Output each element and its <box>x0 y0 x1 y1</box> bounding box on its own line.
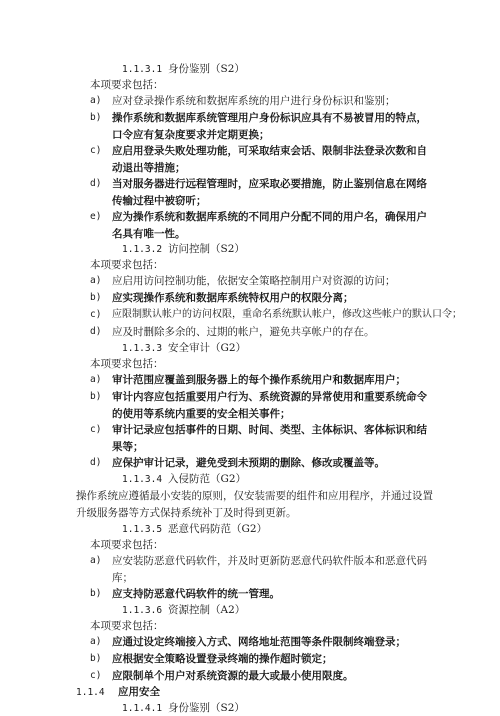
section-heading-1-1-3-2: 1.1.3.2 访问控制（S2） <box>122 243 245 255</box>
list-item: c) 应限制单个用户对系统资源的最大或最小使用限度。 <box>90 670 354 682</box>
list-item: c) 应启用登录失败处理功能，可采取结束会话、限制非法登录次数和自动退出等措施； <box>90 145 427 174</box>
list-item: b) 操作系统和数据库系统管理用户身份标识应具有不易被冒用的特点，口令应有复杂度要求并定期更换； <box>90 112 427 141</box>
section-heading-1-1-3-6: 1.1.3.6 资源控制（A2） <box>122 604 246 616</box>
list-item: a) 应启用访问控制功能，依据安全策略控制用户对资源的访问； <box>90 275 396 287</box>
requirements-intro: 本项要求包括： <box>90 358 164 370</box>
list-item: d) 当对服务器进行远程管理时，应采取必要措施，防止鉴别信息在网络传输过程中被窃听； <box>90 178 427 207</box>
list-item: a) 应安装防恶意代码软件，并及时更新防恶意代码软件版本和恶意代码库； <box>90 555 427 584</box>
list-item: a) 应通过设定终端接入方式、网络地址范围等条件限制终端登录； <box>90 636 406 648</box>
section-heading-1-1-3-4: 1.1.3.4 入侵防范（G2） <box>122 473 247 485</box>
section-heading-1-1-3-1: 1.1.3.1 身份鉴别（S2） <box>122 63 245 75</box>
section-heading-1-1-4: 1.1.4 应用安全 <box>76 686 160 698</box>
section-heading-1-1-3-5: 1.1.3.5 恶意代码防范（G2） <box>122 523 268 535</box>
requirements-intro: 本项要求包括： <box>90 259 164 271</box>
list-item: b) 应实现操作系统和数据库系统特权用户的权限分离； <box>90 292 354 304</box>
list-item: d) 应保护审计记录，避免受到未预期的删除、修改或覆盖等。 <box>90 457 385 469</box>
list-item: c) 审计记录应包括事件的日期、时间、类型、主体标识、客体标识和结果等； <box>90 424 427 453</box>
section-heading-1-1-4-1: 1.1.4.1 身份鉴别（S2） <box>122 702 245 714</box>
requirements-intro: 本项要求包括： <box>90 539 164 551</box>
list-item: a) 审计范围应覆盖到服务器上的每个操作系统用户和数据库用户； <box>90 374 406 386</box>
requirements-intro: 本项要求包括： <box>90 79 164 91</box>
list-item: b) 应支持防恶意代码软件的统一管理。 <box>90 588 280 600</box>
body-paragraph: 操作系统应遵循最小安装的原则，仅安装需要的组件和应用程序，并通过设置升级服务器等方式保持系统补丁及时得到更新。 <box>76 490 433 519</box>
list-item: e) 应为操作系统和数据库系统的不同用户分配不同的用户名，确保用户名具有唯一性。 <box>90 211 427 240</box>
list-item: d) 应及时删除多余的、过期的帐户，避免共享帐户的存在。 <box>90 326 375 338</box>
requirements-intro: 本项要求包括： <box>90 620 164 632</box>
list-item: c) 应限制默认帐户的访问权限，重命名系统默认帐户，修改这些帐户的默认口令； <box>90 309 462 320</box>
list-item: b) 审计内容应包括重要用户行为、系统资源的异常使用和重要系统命令的使用等系统内重要的安全相关事件； <box>90 391 427 420</box>
section-heading-1-1-3-3: 1.1.3.3 安全审计（G2） <box>122 342 247 354</box>
list-item: a) 应对登录操作系统和数据库系统的用户进行身份标识和鉴别； <box>90 95 396 107</box>
list-item: b) 应根据安全策略设置登录终端的操作超时锁定； <box>90 653 333 665</box>
